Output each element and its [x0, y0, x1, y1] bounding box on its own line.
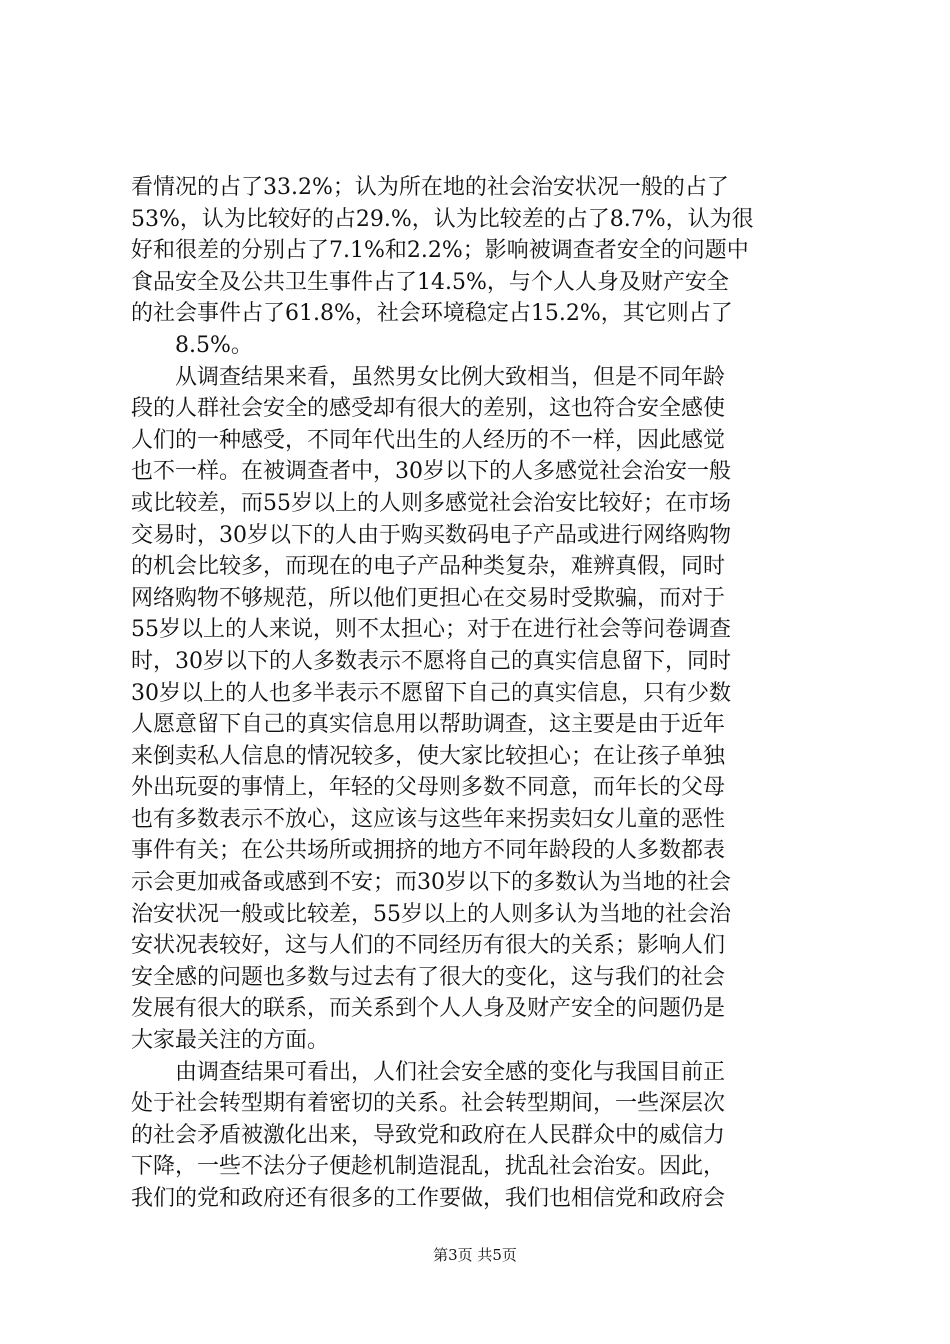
text-line: 示会更加戒备或感到不安；而30岁以下的多数认为当地的社会	[131, 870, 731, 896]
text-line: 53%，认为比较好的占29.%，认为比较差的占了8.7%，认为很	[131, 206, 754, 232]
text-line: 发展有很大的联系，而关系到个人人身及财产安全的问题仍是	[131, 996, 726, 1022]
text-line: 8.5%。	[175, 332, 253, 358]
text-line: 人愿意留下自己的真实信息用以帮助调查，这主要是由于近年	[131, 712, 726, 738]
text-line: 下降，一些不法分子便趁机制造混乱，扰乱社会治安。因此，	[131, 1154, 726, 1180]
text-line: 的社会矛盾被激化出来，导致党和政府在人民群众中的威信力	[131, 1122, 726, 1148]
body-text	[131, 172, 831, 1215]
paragraph-start-line: 由调查结果可看出，人们社会安全感的变化与我国目前正	[175, 1059, 726, 1085]
text-line: 来倒卖私人信息的情况较多，使大家比较担心；在让孩子单独	[131, 743, 726, 769]
text-line: 外出玩耍的事情上，年轻的父母则多数不同意，而年长的父母	[131, 775, 726, 801]
text-line: 好和很差的分别占了7.1%和2.2%；影响被调查者安全的问题中	[131, 238, 749, 264]
text-line: 55岁以上的人来说，则不太担心；对于在进行社会等问卷调查	[131, 617, 731, 643]
text-line: 食品安全及公共卫生事件占了14.5%，与个人人身及财产安全	[131, 269, 729, 295]
text-line: 也不一样。在被调查者中，30岁以下的人多感觉社会治安一般	[131, 459, 731, 485]
text-line: 30岁以上的人也多半表示不愿留下自己的真实信息，只有少数	[131, 680, 731, 706]
text-line: 网络购物不够规范，所以他们更担心在交易时受欺骗，而对于	[131, 585, 726, 611]
text-line: 事件有关；在公共场所或拥挤的地方不同年龄段的人多数都表	[131, 838, 726, 864]
text-line: 的机会比较多，而现在的电子产品种类复杂，难辨真假，同时	[131, 554, 726, 580]
text-line: 人们的一种感受，不同年代出生的人经历的不一样，因此感觉	[131, 427, 726, 453]
text-line: 安状况表较好，这与人们的不同经历有很大的关系；影响人们	[131, 933, 726, 959]
text-line: 时，30岁以下的人多数表示不愿将自己的真实信息留下，同时	[131, 648, 731, 674]
paragraph-start-line: 从调查结果来看，虽然男女比例大致相当，但是不同年龄	[175, 364, 726, 390]
page-number-label: 第3页 共5页	[433, 1246, 517, 1264]
text-line: 的社会事件占了61.8%，社会环境稳定占15.2%，其它则占了	[131, 301, 733, 327]
text-line: 看情况的占了33.2%；认为所在地的社会治安状况一般的占了	[131, 175, 729, 200]
text-line: 处于社会转型期有着密切的关系。社会转型期间，一些深层次	[131, 1091, 726, 1117]
page-footer	[0, 1245, 950, 1265]
text-line: 我们的党和政府还有很多的工作要做，我们也相信党和政府会	[131, 1186, 726, 1211]
text-line: 段的人群社会安全的感受却有很大的差别，这也符合安全感使	[131, 396, 726, 422]
text-line: 交易时，30岁以下的人由于购买数码电子产品或进行网络购物	[131, 522, 731, 548]
text-line: 或比较差，而55岁以上的人则多感觉社会治安比较好；在市场	[131, 490, 731, 516]
text-line: 安全感的问题也多数与过去有了很大的变化，这与我们的社会	[131, 964, 726, 990]
text-line: 治安状况一般或比较差，55岁以上的人则多认为当地的社会治	[131, 901, 731, 927]
text-line: 也有多数表示不放心，这应该与这些年来拐卖妇女儿童的恶性	[131, 806, 726, 832]
text-line: 大家最关注的方面。	[131, 1028, 330, 1054]
